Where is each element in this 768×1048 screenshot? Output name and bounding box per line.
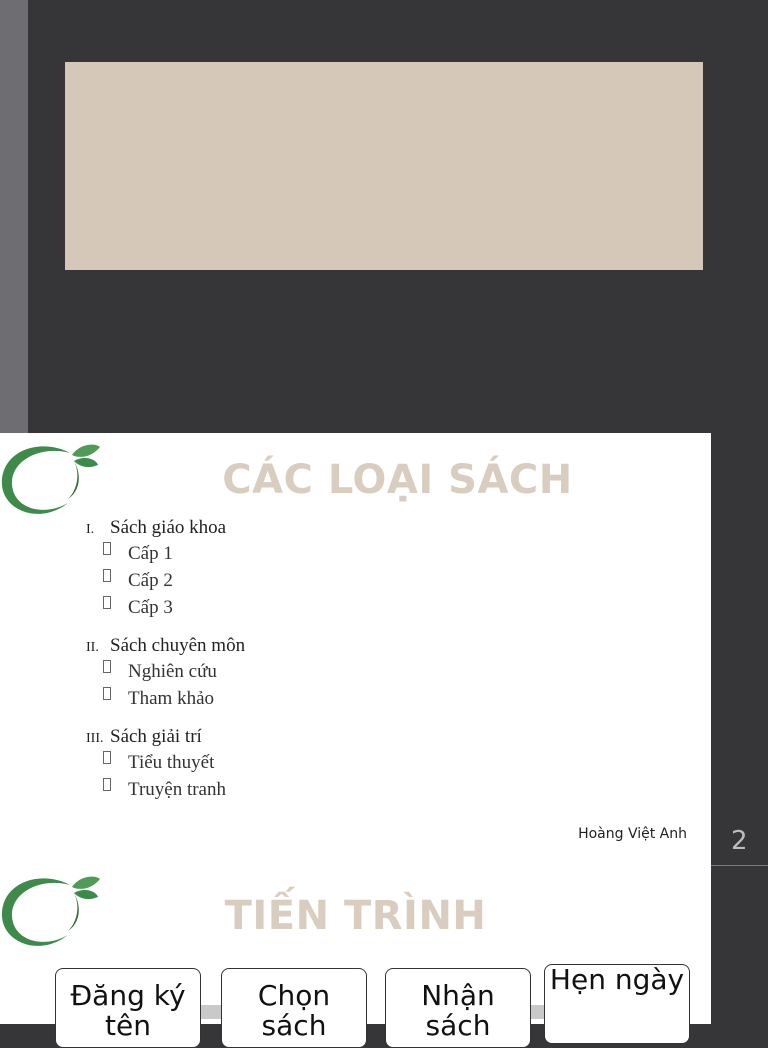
slide-3 [0, 865, 711, 1042]
list-item: Nghiên cứu [128, 661, 217, 682]
outline-section [86, 726, 245, 806]
bullet-square-icon [103, 751, 111, 764]
divider [711, 865, 768, 866]
slide-title: TIẾN TRÌNH [224, 893, 487, 939]
process-step: Hẹn ngày [544, 964, 690, 1044]
list-item: Truyện tranh [128, 779, 226, 800]
list-item: Cấp 2 [128, 570, 173, 591]
slide-footer-author: Hoàng Việt Anh [578, 826, 687, 842]
bullet-square-icon [103, 542, 111, 555]
outline-list [86, 517, 245, 817]
section-numeral: III. [86, 731, 104, 746]
section-label: Sách chuyên môn [110, 635, 246, 656]
section-numeral: II. [86, 640, 99, 655]
bullet-square-icon [103, 596, 111, 609]
outline-section [86, 635, 245, 715]
list-item: Cấp 1 [128, 543, 173, 564]
slide-sidebar-strip [0, 0, 28, 433]
list-item: Tham khảo [128, 688, 215, 709]
process-step: Chọn sách [221, 968, 367, 1048]
slide1-title-placeholder [65, 62, 703, 270]
bullet-square-icon [103, 660, 111, 673]
list-item: Tiểu thuyết [128, 752, 215, 773]
page-number: 2 [731, 826, 748, 856]
outline-section [86, 517, 245, 624]
bullet-square-icon [103, 778, 111, 791]
process-step: Đăng ký tên [55, 968, 201, 1048]
bullet-square-icon [103, 687, 111, 700]
section-numeral: I. [86, 522, 95, 537]
section-label: Sách giải trí [110, 726, 202, 747]
slide-2 [0, 433, 711, 865]
process-flow [0, 963, 711, 1048]
bullet-square-icon [103, 569, 111, 582]
list-item: Cấp 3 [128, 597, 173, 618]
section-label: Sách giáo khoa [110, 517, 227, 538]
slide-title: CÁC LOẠI SÁCH [222, 457, 573, 503]
process-step: Nhận sách [385, 968, 531, 1048]
